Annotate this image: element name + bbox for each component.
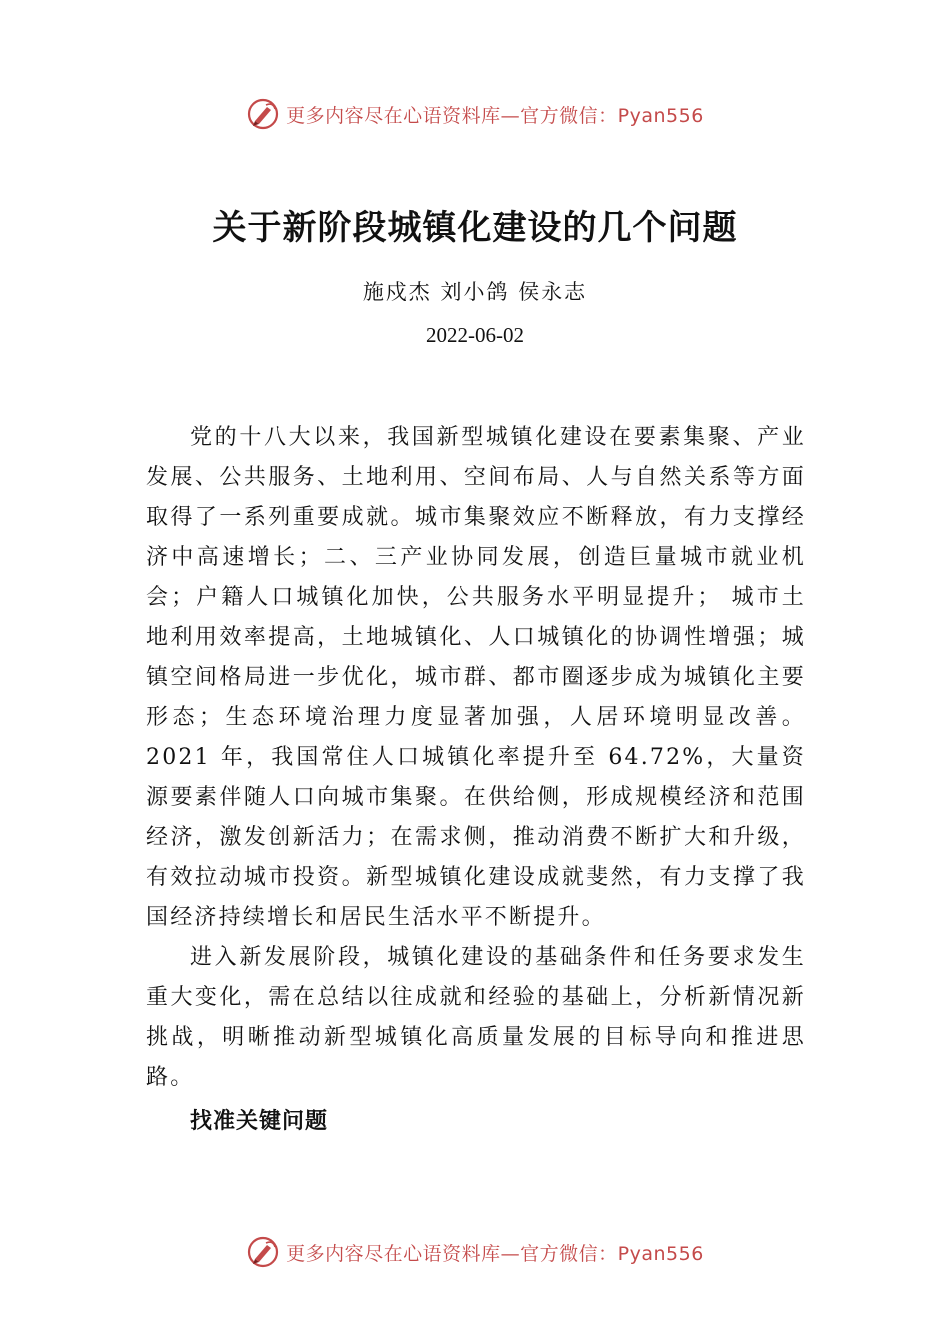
watermark-text [286, 101, 704, 128]
article-body [146, 418, 806, 1142]
pen-logo-icon [246, 97, 280, 131]
article-title: 关于新阶段城镇化建设的几个问题 [212, 208, 738, 248]
watermark-label: 更多内容尽在心语资料库—官方微信： [286, 1242, 618, 1265]
body-paragraph-2: 进入新发展阶段，城镇化建设的基础条件和任务要求发生重大变化，需在总结以往成就和经验的基础上，分析新情况新挑战，明晰推动新型城镇化高质量发展的目标导向和推进思路。 [146, 945, 806, 1090]
section-heading: 找准关键问题 [190, 1109, 329, 1134]
body-paragraph-1: 党的十八大以来，我国新型城镇化建设在要素集聚、产业发展、公共服务、土地利用、空间布局、人与自然关系等方面取得了一系列重要成就。城市集聚效应不断释放，有力支撑经济中高速增长；二、三产业协同发展，创造巨量城市就业机会；户籍人口城镇化加快，公共服务水平明显提升； 城市土地利用效率提高，土地城镇化、人口城镇化的协调性增强；城镇空间格局进一步优化，城市群、都市圈逐步成为城镇化主要形态；生态环境治理力度显著加强，人居环境明显改善。2021 年，我国常住人口城镇化率提升至 64.72%，大量资源要素伴随人口向城市集聚。在供给侧，形成规模经济和范围经济，激发创新活力；在需求侧，推动消费不断扩大和升级，有效拉动城市投资。新型城镇化建设成就斐然，有力支撑了我国经济持续增长和居民生活水平不断提升。 [146, 425, 806, 930]
watermark-text [286, 1239, 704, 1266]
article-authors: 施戍杰 刘小鸽 侯永志 [362, 280, 588, 304]
footer-watermark-banner [0, 1232, 950, 1272]
article-date: 2022-06-02 [426, 323, 524, 347]
header-watermark-banner [0, 94, 950, 134]
watermark-label: 更多内容尽在心语资料库—官方微信： [286, 104, 618, 127]
pen-logo-icon [246, 1235, 280, 1269]
wechat-id: Pyan556 [617, 104, 704, 127]
wechat-id: Pyan556 [617, 1242, 704, 1265]
